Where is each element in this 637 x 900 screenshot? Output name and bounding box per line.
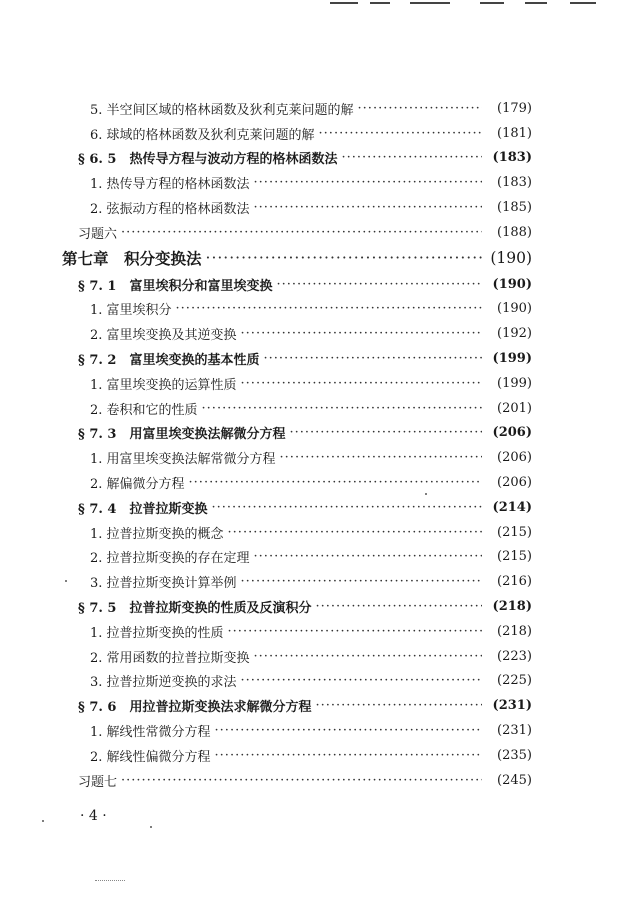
toc-entry-title: 1. 拉普拉斯变换的性质 xyxy=(90,625,224,641)
dot-leader xyxy=(228,525,482,540)
toc-section-page: (214) xyxy=(492,499,532,515)
toc-entry-page: (181) xyxy=(497,125,532,141)
toc-chapter-page: (190) xyxy=(490,249,532,268)
toc-entry-title: 2. 常用函数的拉普拉斯变换 xyxy=(90,650,250,666)
toc-entry xyxy=(62,371,532,396)
toc-section-page: (231) xyxy=(492,698,532,714)
toc-entry-page: (185) xyxy=(497,200,532,216)
toc-entry xyxy=(62,297,532,322)
toc-entry xyxy=(62,718,532,743)
dot-leader xyxy=(289,425,482,440)
toc-entry-page: (235) xyxy=(497,747,532,763)
toc-section-title: § 6. 5 热传导方程与波动方程的格林函数法 xyxy=(78,152,338,168)
toc-section xyxy=(62,272,532,297)
toc-entry-title: 1. 富里埃积分 xyxy=(90,303,172,319)
toc-entry-page: (190) xyxy=(497,301,532,317)
toc-entry xyxy=(62,321,532,346)
toc-entry-page: (225) xyxy=(497,673,532,689)
toc-entry-title: 2. 富里埃变换及其逆变换 xyxy=(90,328,237,344)
toc-entry-page: (216) xyxy=(497,574,532,590)
toc-entry-title: 2. 解线性偏微分方程 xyxy=(90,749,211,765)
scan-speck xyxy=(425,493,427,495)
toc-section-page: (190) xyxy=(492,276,532,292)
dot-leader xyxy=(241,574,482,589)
toc-section xyxy=(62,693,532,718)
dot-leader xyxy=(315,698,482,713)
toc-section-title: § 7. 3 用富里埃变换法解微分方程 xyxy=(78,427,286,443)
toc-entry-title: 3. 拉普拉斯变换计算举例 xyxy=(90,576,237,592)
toc-entry xyxy=(62,96,532,121)
toc-section-page: (206) xyxy=(492,425,532,441)
toc-entry-page: (199) xyxy=(497,375,532,391)
dot-leader xyxy=(254,649,482,664)
toc-entry-title: 1. 热传导方程的格林函数法 xyxy=(90,177,250,193)
toc-entry-title: 2. 卷积和它的性质 xyxy=(90,402,198,418)
dot-leader xyxy=(189,475,482,490)
toc-section-title: § 7. 4 拉普拉斯变换 xyxy=(78,501,208,517)
dot-leader xyxy=(358,101,482,116)
scan-mark xyxy=(95,880,125,881)
dot-leader xyxy=(176,301,482,316)
dot-leader xyxy=(215,748,482,763)
dot-leader xyxy=(341,150,482,165)
toc-entry xyxy=(62,743,532,768)
toc-entry-title: 1. 拉普拉斯变换的概念 xyxy=(90,526,224,542)
toc-section xyxy=(62,346,532,371)
dot-leader xyxy=(206,249,482,267)
toc-section xyxy=(62,495,532,520)
dot-leader xyxy=(241,326,482,341)
toc-entry-page: (206) xyxy=(497,475,532,491)
dot-leader xyxy=(276,277,482,292)
dot-leader xyxy=(254,175,482,190)
toc-entry-page: (223) xyxy=(497,648,532,664)
toc-entry-title: 2. 弦振动方程的格林函数法 xyxy=(90,202,250,218)
toc-entry-page: (206) xyxy=(497,450,532,466)
toc-exercises-title: 习题六 xyxy=(78,226,118,242)
toc-section-page: (183) xyxy=(492,150,532,166)
toc-exercises xyxy=(62,220,532,245)
dot-leader xyxy=(254,549,482,564)
dot-leader xyxy=(228,624,482,639)
toc-section-page: (199) xyxy=(492,351,532,367)
toc-entry xyxy=(62,569,532,594)
toc-entry xyxy=(62,545,532,570)
dot-leader xyxy=(319,126,482,141)
top-edge-marks xyxy=(300,0,620,10)
toc-entry-page: (192) xyxy=(497,326,532,342)
toc-entry xyxy=(62,619,532,644)
toc-section-title: § 7. 2 富里埃变换的基本性质 xyxy=(78,353,260,369)
dot-leader xyxy=(121,225,482,240)
toc-entry-page: (218) xyxy=(497,623,532,639)
scan-speck xyxy=(42,820,44,822)
scan-speck xyxy=(65,580,67,582)
toc-exercises-page: (188) xyxy=(497,224,532,240)
toc-entry xyxy=(62,121,532,146)
dot-leader xyxy=(202,401,482,416)
dot-leader xyxy=(215,723,482,738)
toc-entry-page: (179) xyxy=(497,100,532,116)
toc-entry-title: 3. 拉普拉斯逆变换的求法 xyxy=(90,675,237,691)
toc-entry xyxy=(62,396,532,421)
dot-leader xyxy=(254,200,482,215)
toc-entry-page: (183) xyxy=(497,175,532,191)
toc-exercises-page: (245) xyxy=(497,772,532,788)
dot-leader xyxy=(241,376,482,391)
toc-entry-title: 5. 半空间区域的格林函数及狄利克莱问题的解 xyxy=(90,102,354,118)
toc-entry xyxy=(62,520,532,545)
toc-entry-page: (231) xyxy=(497,723,532,739)
toc-entry xyxy=(62,170,532,195)
toc-exercises xyxy=(62,768,532,793)
toc-section-title: § 7. 6 用拉普拉斯变换法求解微分方程 xyxy=(78,700,312,716)
toc-entry-title: 1. 富里埃变换的运算性质 xyxy=(90,377,237,393)
toc-entry xyxy=(62,644,532,669)
toc-entry-page: (215) xyxy=(497,524,532,540)
table-of-contents xyxy=(62,96,532,793)
toc-section xyxy=(62,594,532,619)
toc-exercises-title: 习题七 xyxy=(78,774,118,790)
toc-section xyxy=(62,146,532,171)
toc-entry-title: 6. 球域的格林函数及狄利克莱问题的解 xyxy=(90,127,315,143)
toc-section xyxy=(62,421,532,446)
toc-section-page: (218) xyxy=(492,599,532,615)
toc-entry-title: 2. 拉普拉斯变换的存在定理 xyxy=(90,551,250,567)
toc-entry-page: (215) xyxy=(497,549,532,565)
toc-entry-page: (201) xyxy=(497,400,532,416)
dot-leader xyxy=(211,500,482,515)
dot-leader xyxy=(315,599,482,614)
dot-leader xyxy=(121,773,482,788)
dot-leader xyxy=(280,450,482,465)
toc-entry xyxy=(62,195,532,220)
toc-entry xyxy=(62,470,532,495)
toc-entry-title: 1. 解线性常微分方程 xyxy=(90,725,211,741)
toc-chapter-title: 第七章 积分变换法 xyxy=(62,249,202,269)
toc-entry xyxy=(62,669,532,694)
toc-chapter xyxy=(62,245,532,272)
toc-section-title: § 7. 5 拉普拉斯变换的性质及反演积分 xyxy=(78,601,312,617)
page-number: · 4 · xyxy=(80,808,107,824)
dot-leader xyxy=(241,673,482,688)
scan-speck xyxy=(150,826,152,828)
toc-entry-title: 1. 用富里埃变换法解常微分方程 xyxy=(90,452,276,468)
toc-entry-title: 2. 解偏微分方程 xyxy=(90,477,185,493)
toc-entry xyxy=(62,445,532,470)
toc-section-title: § 7. 1 富里埃积分和富里埃变换 xyxy=(78,278,273,294)
dot-leader xyxy=(263,351,482,366)
